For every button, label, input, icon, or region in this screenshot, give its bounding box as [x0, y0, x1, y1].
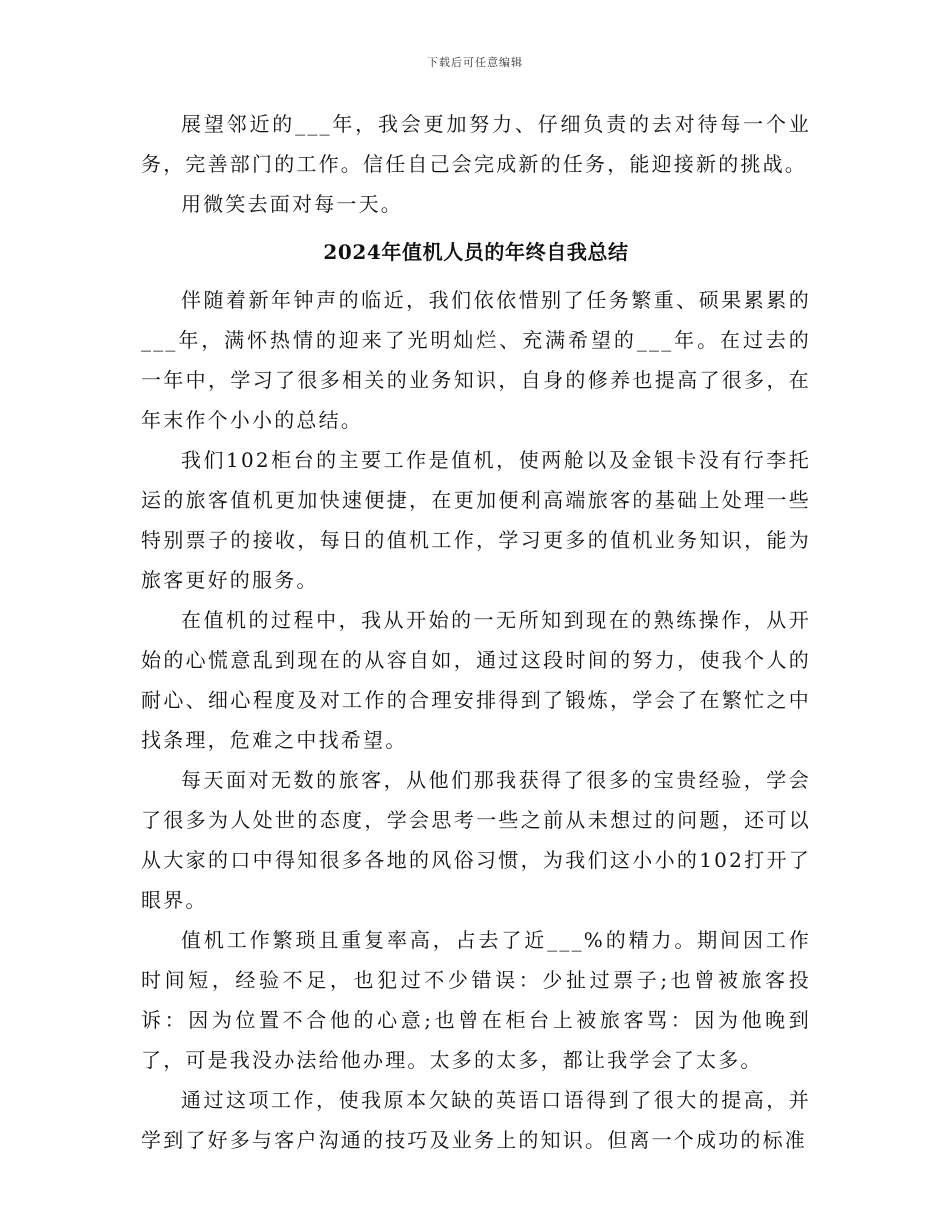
paragraph-mistakes: 值机工作繁琐且重复率高，占去了近___%的精力。期间因工作时间短，经验不足，也犯过不少错误：少扯过票子;也曾被旅客投诉：因为位置不合他的心意;也曾在柜台上被旅客骂：因为他晚到了，可是我没办法给他办理。太多的太多，都让我学会了太多。 [141, 928, 811, 1072]
section-title: 2024年值机人员的年终自我总结 [323, 240, 629, 264]
paragraph-smile: 用微笑去面对每一天。 [181, 192, 403, 216]
paragraph-process: 在值机的过程中，我从开始的一无所知到现在的熟练操作，从开始的心慌意乱到现在的从容自如，通过这段时间的努力，使我个人的耐心、细心程度及对工作的合理安排得到了锻炼，学会了在繁忙之中找条理，危难之中找希望。 [141, 608, 811, 752]
paragraph-outlook: 展望邻近的___年，我会更加努力、仔细负责的去对待每一个业务，完善部门的工作。信任自己会完成新的任务，能迎接新的挑战。 [141, 112, 811, 176]
paragraph-counter-102: 我们102柜台的主要工作是值机，使两舱以及金银卡没有行李托运的旅客值机更加快速便捷，在更加便利高端旅客的基础上处理一些特别票子的接收，每日的值机工作，学习更多的值机业务知识，能为旅客更好的服务。 [141, 448, 811, 592]
page-header: 下载后可任意编辑 [427, 56, 523, 69]
paragraph-new-year: 伴随着新年钟声的临近，我们依依惜别了任务繁重、硕果累累的___年，满怀热情的迎来了光明灿烂、充满希望的___年。在过去的一年中，学习了很多相关的业务知识，自身的修养也提高了很多，在年末作个小小的总结。 [141, 288, 811, 432]
paragraph-passengers: 每天面对无数的旅客，从他们那我获得了很多的宝贵经验，学会了很多为人处世的态度，学会思考一些之前从未想过的问题，还可以从大家的口中得知很多各地的风俗习惯，为我们这小小的102打开了眼界。 [141, 768, 811, 912]
document-body [141, 104, 811, 1160]
section-title-container [141, 224, 811, 280]
paragraph-english: 通过这项工作，使我原本欠缺的英语口语得到了很大的提高，并学到了好多与客户沟通的技巧及业务上的知识。但离一个成功的标准 [141, 1088, 811, 1152]
